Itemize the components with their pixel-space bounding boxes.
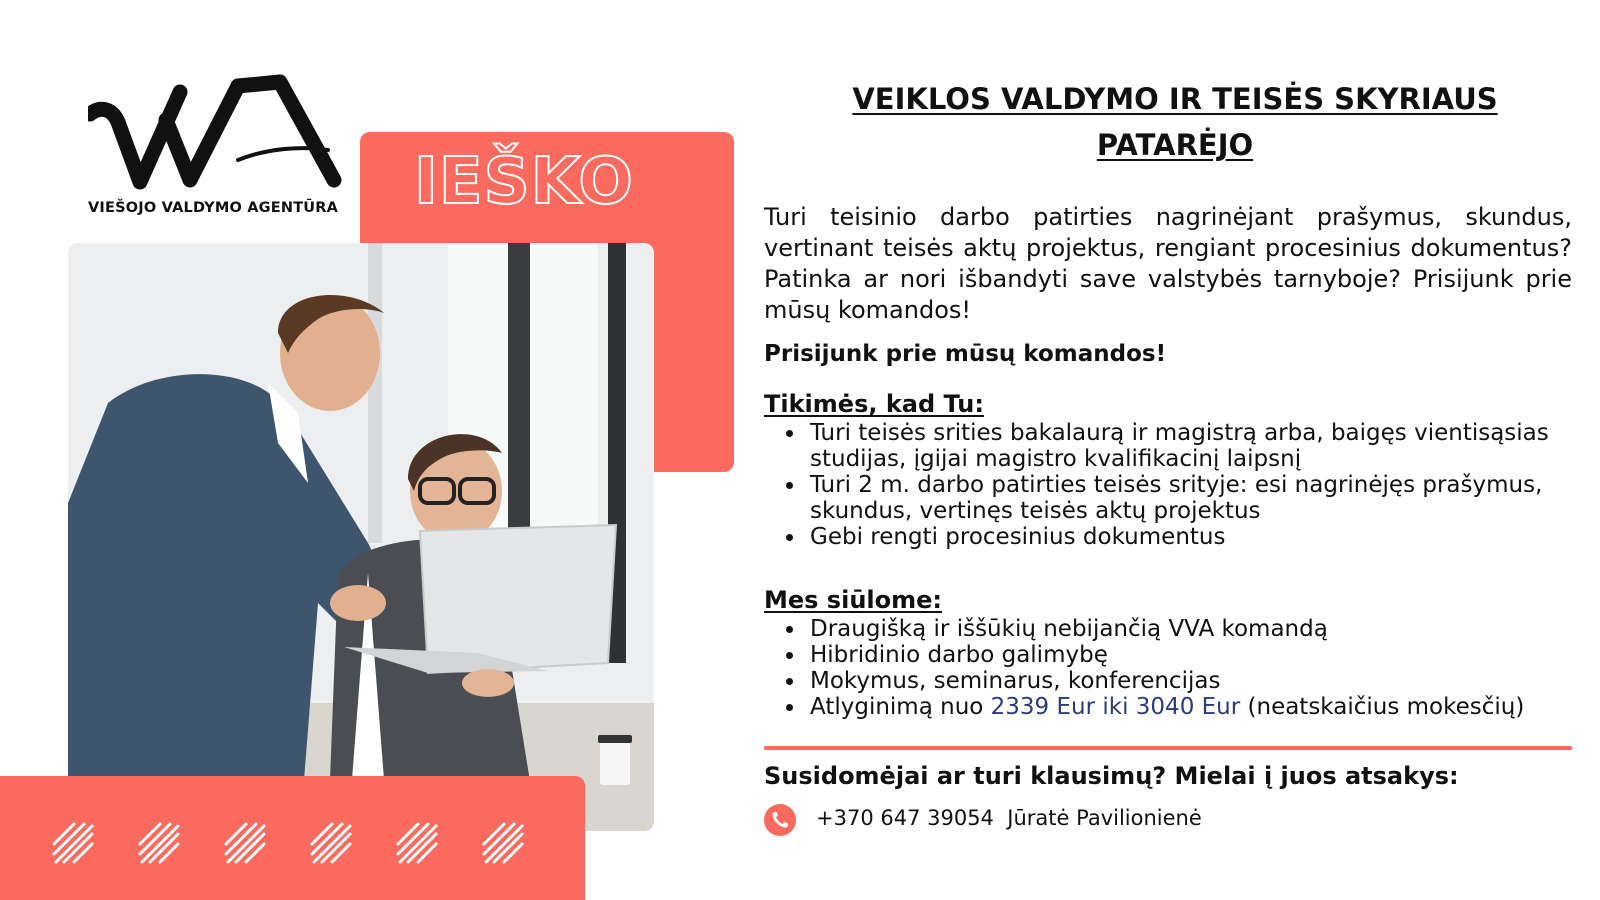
diagonal-stripes-icon — [50, 820, 96, 866]
salary-range: 2339 Eur iki 3040 Eur — [990, 694, 1241, 720]
list-item: • Draugišką ir iššūkių nebijančią VVA komandą — [806, 616, 1596, 642]
salary-suffix: (neatskaičius mokesčių) — [1240, 694, 1525, 720]
vva-logo-mark — [88, 74, 350, 194]
phone-number-link[interactable]: +370 647 39054 — [816, 806, 994, 830]
section-divider — [764, 746, 1572, 750]
list-item: • Mokymus, seminarus, konferencijas — [806, 668, 1596, 694]
salary-item — [806, 694, 1596, 720]
contact-heading: Susidomėjai ar turi klausimų? Mielai į juos atsakys: — [764, 762, 1459, 790]
contact-person: Jūratė Pavilionienė — [1007, 806, 1202, 830]
diagonal-stripes-icon — [394, 820, 440, 866]
join-callout: Prisijunk prie mūsų komandos! — [764, 341, 1167, 367]
diagonal-stripes-icon — [308, 820, 354, 866]
intro-paragraph: Turi teisinio darbo patirties nagrinėjant prašymus, skundus, vertinant teisės aktų projektus, rengiant procesinius dokumentus? Patinka ar nori išbandyti save valstybės tarnyboje? Prisijunk prie mūsų komandos! — [764, 203, 1572, 324]
contact-line — [816, 806, 1202, 830]
agency-logo — [88, 74, 350, 224]
banner-word: IEŠKO — [414, 145, 634, 219]
diagonal-stripes-icon — [136, 820, 182, 866]
job-title — [762, 76, 1588, 168]
job-title-line-2: PATARĖJO — [1096, 128, 1254, 162]
job-title-line-1: VEIKLOS VALDYMO IR TEISĖS SKYRIAUS — [852, 82, 1498, 116]
diagonal-stripes-icon — [222, 820, 268, 866]
office-photo — [68, 243, 654, 831]
salary-prefix: Atlyginimą nuo — [810, 694, 991, 720]
list-item: • Turi 2 m. darbo patirties teisės srityje: esi nagrinėjęs prašymus, skundus, vertinęs teisės aktų projektus — [806, 472, 1596, 524]
offer-list — [782, 616, 1596, 720]
list-item: • Gebi rengti procesinius dokumentus — [806, 524, 1596, 550]
offer-heading: Mes siūlome: — [764, 586, 942, 614]
expectations-list — [782, 420, 1596, 550]
diagonal-stripes-icon — [480, 820, 526, 866]
expectations-heading: Tikimės, kad Tu: — [764, 390, 984, 418]
list-item: • Turi teisės srities bakalaurą ir magistrą arba, baigęs vientisąsias studijas, įgijai magistro kvalifikacinį laipsnį — [806, 420, 1596, 472]
logo-caption: VIEŠOJO VALDYMO AGENTŪRA — [88, 200, 339, 216]
phone-icon — [764, 804, 796, 836]
list-item: • Hibridinio darbo galimybę — [806, 642, 1596, 668]
